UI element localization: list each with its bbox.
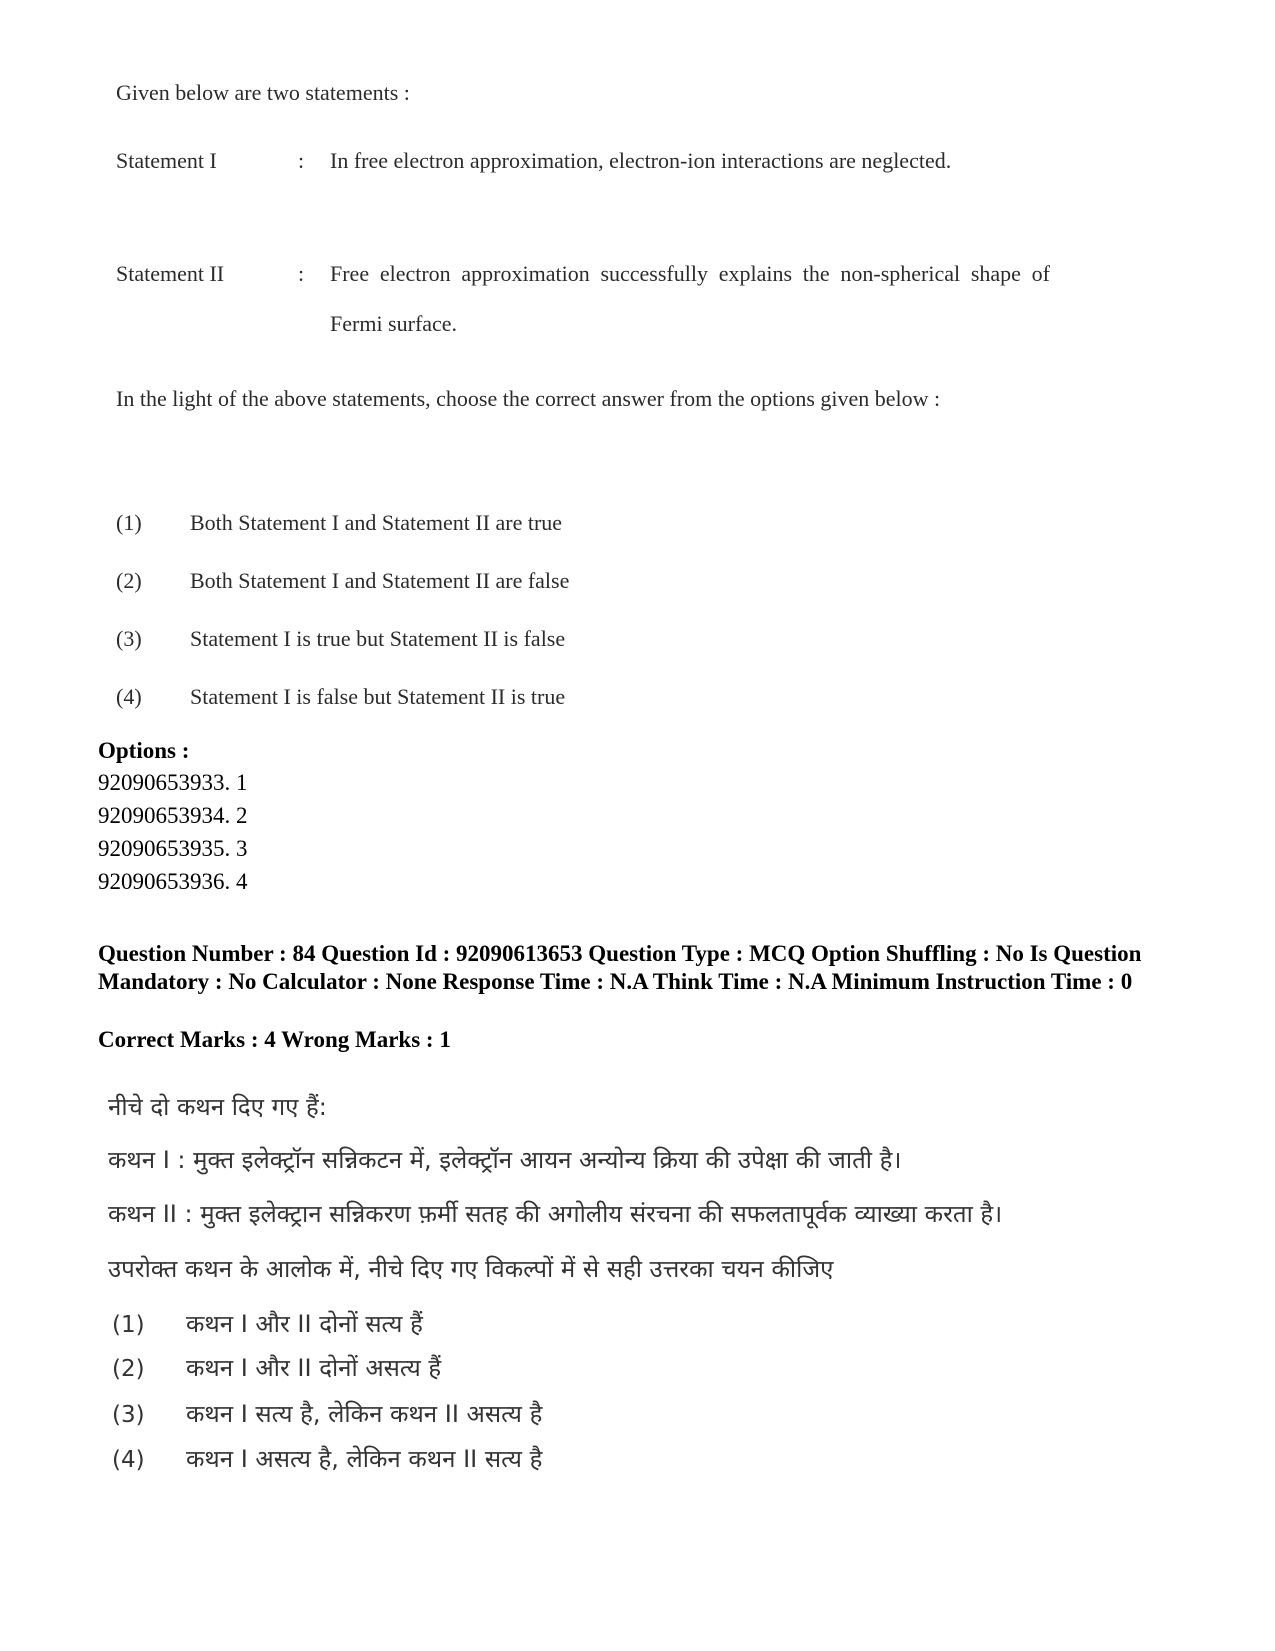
options-heading: Options :	[98, 738, 190, 763]
english-option-1-number: (1)	[116, 510, 142, 535]
statement-1-label: Statement I	[116, 148, 217, 173]
english-option-3-text: Statement I is true but Statement II is false	[190, 626, 566, 651]
hindi-option-1-number: (1)	[112, 1312, 145, 1338]
hindi-option-4-text: कथन I असत्य है, लेकिन कथन II सत्य है	[186, 1445, 543, 1473]
option-id-2: 92090653934. 2	[98, 803, 248, 828]
hindi-option-4-number: (4)	[112, 1447, 145, 1473]
hindi-option-2-number: (2)	[112, 1356, 145, 1382]
hindi-option-2-text: कथन I और II दोनों असत्य हैं	[186, 1354, 442, 1382]
hindi-option-1-text: कथन I और II दोनों सत्य हैं	[186, 1310, 423, 1338]
option-id-1: 92090653933. 1	[98, 770, 248, 795]
option-id-4: 92090653936. 4	[98, 869, 248, 894]
english-option-4-number: (4)	[116, 684, 142, 709]
english-option-4-text: Statement I is false but Statement II is true	[190, 684, 566, 709]
hindi-option-3-text: कथन I सत्य है, लेकिन कथन II असत्य है	[186, 1400, 543, 1428]
question-marks: Correct Marks : 4 Wrong Marks : 1	[98, 1027, 451, 1052]
hindi-statement-1: कथन I : मुक्त इलेक्ट्रॉन सन्निकटन में, इलेक्ट्रॉन आयन अन्योन्य क्रिया की उपेक्षा की जाती है।	[108, 1146, 902, 1174]
english-option-3-number: (3)	[116, 626, 142, 651]
hindi-statement-2: कथन II : मुक्त इलेक्ट्रान सन्निकरण फ़र्मी सतह की अगोलीय संरचना की सफलतापूर्वक व्याख्या करता है।	[108, 1200, 1003, 1228]
english-option-1-text: Both Statement I and Statement II are true	[190, 510, 563, 535]
statement-2-text: Free electron approximation successfully explains the non-spherical shape of Fermi surface.	[330, 261, 1050, 336]
question-details: Question Number : 84 Question Id : 92090613653 Question Type : MCQ Option Shuffling : No Is Question Mandatory : No Calculator : None Response Time : N.A Think Time : N.A Minimum Instruction Time : 0	[98, 941, 1142, 994]
english-prompt: In the light of the above statements, choose the correct answer from the options given below :	[116, 386, 941, 411]
statement-2-label: Statement II	[116, 261, 225, 286]
statement-1-text: In free electron approximation, electron-ion interactions are neglected.	[330, 148, 952, 173]
english-option-2-text: Both Statement I and Statement II are false	[190, 568, 570, 593]
hindi-option-3-number: (3)	[112, 1402, 145, 1428]
hindi-intro: नीचे दो कथन दिए गए हैं:	[108, 1093, 327, 1121]
hindi-prompt: उपरोक्त कथन के आलोक में, नीचे दिए गए विकल्पों में से सही उत्तरका चयन कीजिए	[108, 1255, 834, 1283]
statement-1-colon: :	[298, 148, 305, 173]
statement-2-colon: :	[298, 261, 305, 286]
option-id-3: 92090653935. 3	[98, 836, 248, 861]
english-option-2-number: (2)	[116, 568, 142, 593]
english-intro: Given below are two statements :	[116, 80, 410, 105]
